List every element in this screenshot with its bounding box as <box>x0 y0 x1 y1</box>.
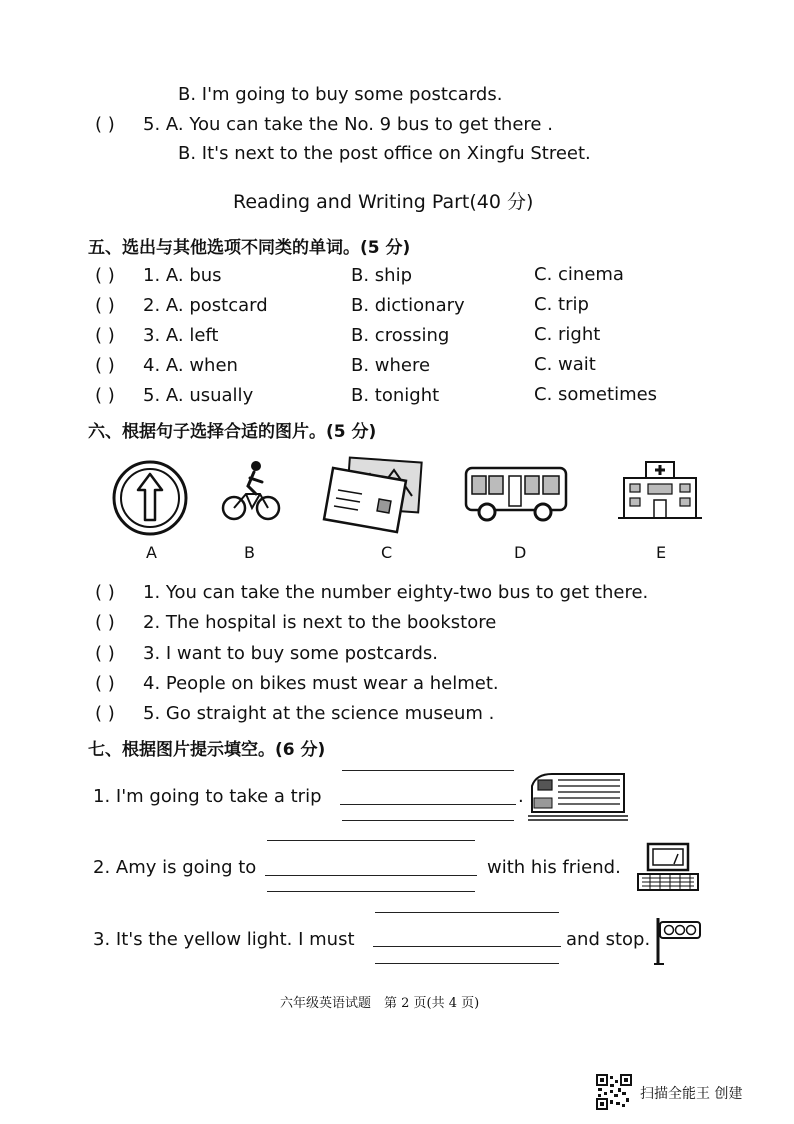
fill-sentence-end: and stop. <box>566 929 651 950</box>
option-a: 4. A. when <box>143 355 238 376</box>
qr-code-icon <box>596 1074 632 1110</box>
answer-paren[interactable]: ( ) <box>95 703 115 724</box>
option-c: C. trip <box>534 294 589 315</box>
option-c: C. right <box>534 324 601 345</box>
section6-title: 六、根据句子选择合适的图片。(5 分) <box>88 422 377 442</box>
answer-paren[interactable]: ( ) <box>95 265 115 286</box>
straight-arrow-sign-icon <box>110 458 190 538</box>
sentence: 4. People on bikes must wear a helmet. <box>143 673 499 694</box>
computer-icon <box>634 842 702 894</box>
writing-line <box>342 770 514 771</box>
answer-line[interactable] <box>373 946 561 947</box>
option-b: B. crossing <box>351 325 450 346</box>
answer-paren[interactable]: ( ) <box>95 582 115 603</box>
bus-icon <box>463 464 569 526</box>
fill-sentence-start: 2. Amy is going to <box>93 857 257 878</box>
answer-paren[interactable]: ( ) <box>95 612 115 633</box>
fill-sentence-start: 3. It's the yellow light. I must <box>93 929 355 950</box>
sentence: 5. Go straight at the science museum . <box>143 703 495 724</box>
answer-paren[interactable]: ( ) <box>95 385 115 406</box>
fill-sentence-end: . <box>518 786 524 807</box>
hospital-icon <box>618 458 702 522</box>
page-footer: 六年级英语试题 第 2 页(共 4 页) <box>280 996 480 1011</box>
part-title: Reading and Writing Part(40 分) <box>233 191 534 213</box>
sentence: 3. I want to buy some postcards. <box>143 643 438 664</box>
option-a: 2. A. postcard <box>143 295 268 316</box>
picture-letter: C <box>381 543 393 562</box>
option-b: B. where <box>351 355 431 376</box>
picture-letter: A <box>146 543 157 562</box>
picture-letter: E <box>656 543 667 562</box>
postcards-icon <box>320 456 425 536</box>
answer-line[interactable] <box>340 804 516 805</box>
listening-q5-option-a: 5. A. You can take the No. 9 bus to get there . <box>143 114 553 135</box>
option-b: B. ship <box>351 265 413 286</box>
option-b: B. tonight <box>351 385 440 406</box>
answer-paren[interactable]: ( ) <box>95 643 115 664</box>
train-icon <box>528 770 628 822</box>
scanner-label: 扫描全能王 创建 <box>640 1086 743 1102</box>
listening-q4-option-b: B. I'm going to buy some postcards. <box>178 84 503 105</box>
option-c: C. cinema <box>534 264 624 285</box>
option-c: C. wait <box>534 354 596 375</box>
writing-line <box>267 891 475 892</box>
option-a: 5. A. usually <box>143 385 254 406</box>
sentence: 1. You can take the number eighty-two bus to get there. <box>143 582 649 603</box>
picture-letter: B <box>244 543 255 562</box>
writing-line <box>267 840 475 841</box>
option-a: 3. A. left <box>143 325 219 346</box>
cyclist-icon <box>220 458 282 524</box>
option-b: B. dictionary <box>351 295 465 316</box>
answer-paren[interactable]: ( ) <box>95 673 115 694</box>
answer-line[interactable] <box>265 875 477 876</box>
option-c: C. sometimes <box>534 384 658 405</box>
sentence: 2. The hospital is next to the bookstore <box>143 612 497 633</box>
writing-line <box>375 963 559 964</box>
writing-line <box>375 912 559 913</box>
answer-paren[interactable]: ( ) <box>95 325 115 346</box>
section5-title: 五、选出与其他选项不同类的单词。(5 分) <box>88 238 411 258</box>
fill-sentence-start: 1. I'm going to take a trip <box>93 786 322 807</box>
traffic-light-icon <box>652 914 702 966</box>
answer-paren[interactable]: ( ) <box>95 295 115 316</box>
listening-q5-option-b: B. It's next to the post office on Xingfu Street. <box>178 143 591 164</box>
answer-paren[interactable]: ( ) <box>95 114 115 135</box>
answer-paren[interactable]: ( ) <box>95 355 115 376</box>
writing-line <box>342 820 514 821</box>
section7-title: 七、根据图片提示填空。(6 分) <box>88 740 326 760</box>
option-a: 1. A. bus <box>143 265 222 286</box>
fill-sentence-end: with his friend. <box>487 857 621 878</box>
picture-letter: D <box>514 543 527 562</box>
